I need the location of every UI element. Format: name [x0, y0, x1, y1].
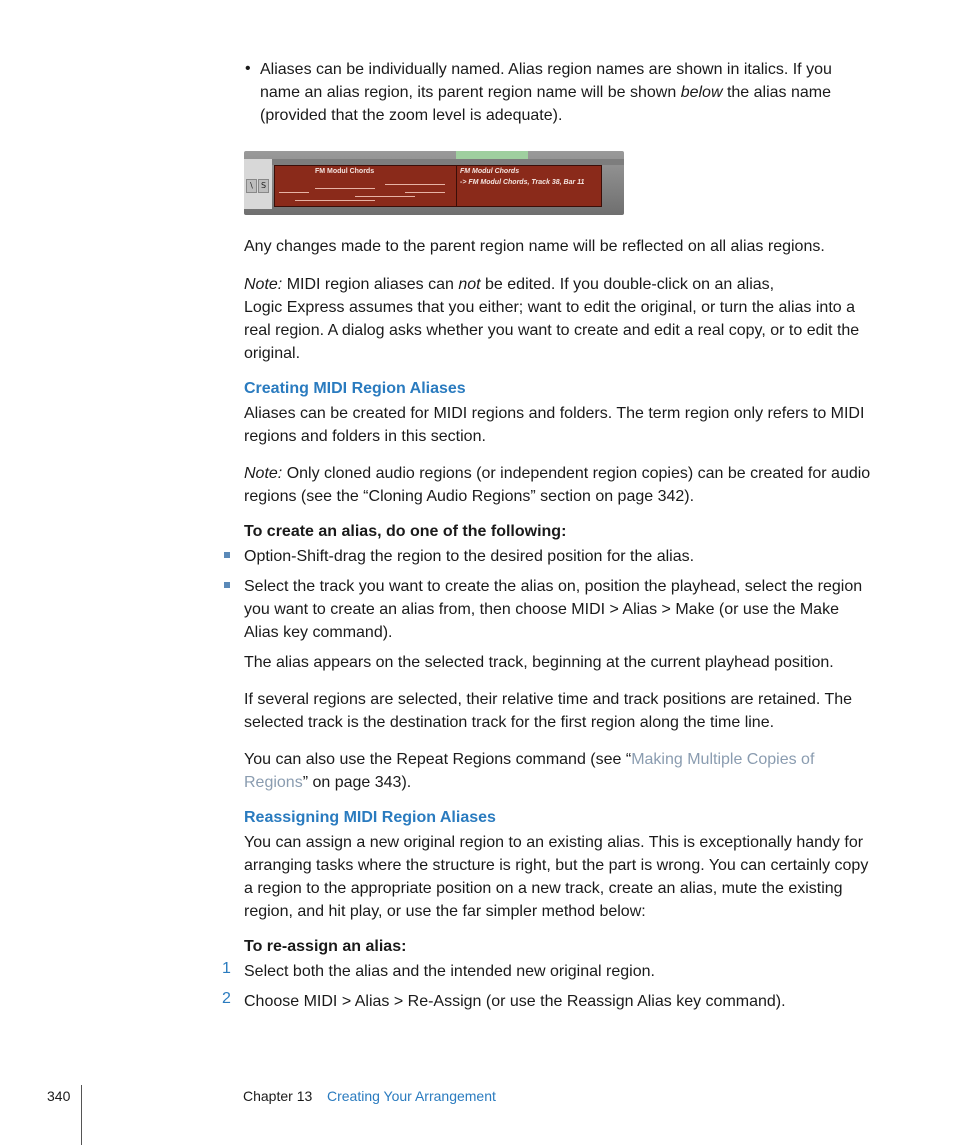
note-line — [385, 184, 445, 185]
note-line — [355, 196, 415, 197]
note-line — [405, 192, 445, 193]
paragraph: You can assign a new original region to an existing alias. This is exceptionally handy for arranging tasks where the structure is right, but the part is wrong. You can certainly copy a region to the appropriate position on a new track, create an alias, mute the existing region, and hit play, or use the far simpler method below: — [244, 834, 869, 920]
text-run: ” on page 343). — [302, 774, 412, 791]
page-number: 340 — [47, 1088, 71, 1104]
bullet-square — [224, 552, 230, 558]
cross-reference-link[interactable]: Making Multiple Copies of Regions — [244, 751, 815, 791]
note-line — [279, 192, 309, 193]
note-line — [295, 200, 375, 201]
alias-region-screenshot — [244, 151, 624, 215]
alias-parent-name: -> FM Modul Chords, Track 38, Bar 11 — [460, 179, 585, 186]
task-item: Option-Shift-drag the region to the desired position for the alias. — [244, 548, 695, 565]
region-name: FM Modul Chords — [315, 168, 375, 175]
alias-region — [456, 165, 602, 207]
step-text: Select both the alias and the intended new original region. — [244, 963, 655, 980]
text-run: the alias name (provided that the zoom level is adequate). — [260, 84, 832, 124]
task-title: To create an alias, do one of the following: — [244, 523, 567, 540]
note-line — [315, 188, 375, 189]
bullet-dot: • — [245, 60, 251, 77]
text-run: You can also use the Repeat Regions command (see “ — [244, 751, 632, 768]
parent-region — [274, 165, 458, 207]
text-run: MIDI region aliases can — [282, 276, 459, 293]
solo-button: S — [258, 179, 269, 193]
chapter-label: Chapter 13 — [243, 1088, 313, 1104]
text-run: Aliases can be individually named. Alias region names are shown in italics. If you name an alias region, its parent region name will be shown — [260, 61, 832, 101]
task-item: Select the track you want to create the alias on, position the playhead, select the region you want to create an alias from, then choose MIDI > Alias > Make (or use the Make Alias key command). — [244, 578, 863, 641]
note-paragraph — [244, 462, 874, 508]
text-run: be edited. If you double-click on an alias, — [480, 276, 775, 293]
footer-divider — [81, 1085, 82, 1145]
track-button: \ — [246, 179, 257, 193]
intro-bullet-text — [260, 58, 860, 127]
alias-name: FM Modul Chords — [460, 168, 520, 175]
task-title: To re-assign an alias: — [244, 938, 407, 955]
paragraph: If several regions are selected, their relative time and track positions are retained. The selected track is the destination track for the first region along the time line. — [244, 691, 853, 731]
paragraph: Aliases can be created for MIDI regions and folders. The term region only refers to MIDI regions and folders in this section. — [244, 405, 865, 445]
paragraph: Any changes made to the parent region name will be reflected on all alias regions. — [244, 238, 825, 255]
text-run: Only cloned audio regions (or independent region copies) can be created for audio regions (see the “Cloning Audio Regions” section on page 342). — [244, 465, 871, 505]
note-paragraph — [244, 273, 874, 365]
section-heading: Reassigning MIDI Region Aliases — [244, 809, 496, 826]
step-number: 2 — [222, 990, 231, 1007]
text-run: Logic Express assumes that you either; want to edit the original, or turn the alias into a real region. A dialog asks whether you want to create and edit a real copy, or to edit the original. — [244, 299, 860, 362]
note-label: Note: — [244, 276, 283, 293]
paragraph — [244, 748, 874, 794]
step-text: Choose MIDI > Alias > Re-Assign (or use the Reassign Alias key command). — [244, 993, 786, 1010]
track-header — [244, 159, 272, 209]
step-number: 1 — [222, 960, 231, 977]
section-heading: Creating MIDI Region Aliases — [244, 380, 466, 397]
chapter-title-link[interactable]: Creating Your Arrangement — [327, 1088, 496, 1104]
bullet-square — [224, 582, 230, 588]
paragraph: The alias appears on the selected track, beginning at the current playhead position. — [244, 654, 834, 671]
italic-run: not — [458, 276, 481, 293]
italic-run: below — [680, 84, 723, 101]
note-label: Note: — [244, 465, 283, 482]
